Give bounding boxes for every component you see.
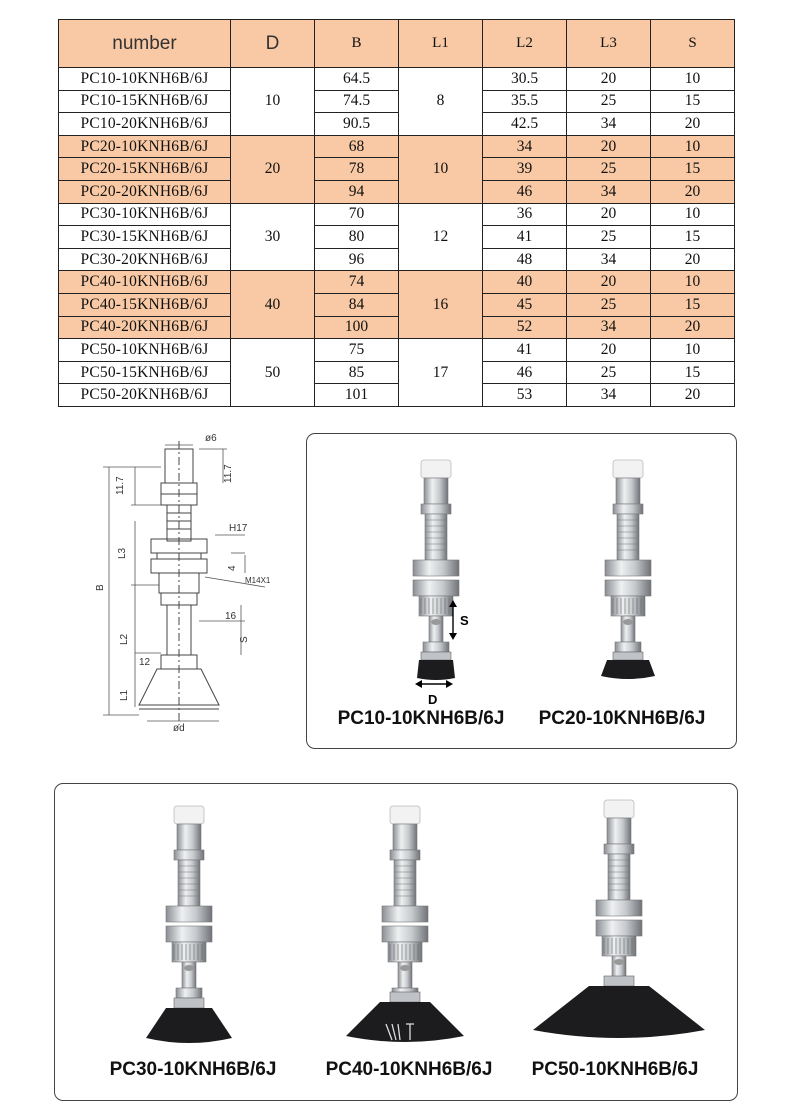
product-image-pc10 (391, 456, 481, 696)
cell-number: PC10-15KNH6B/6J (59, 90, 231, 113)
header-l3: L3 (567, 20, 651, 68)
cell-number: PC50-20KNH6B/6J (59, 384, 231, 407)
cell-l1: 10 (399, 135, 483, 203)
table-row (59, 113, 735, 136)
cell-l1: 17 (399, 339, 483, 407)
cell-b: 68 (315, 135, 399, 158)
cell-b: 96 (315, 248, 399, 271)
table-row (59, 180, 735, 203)
cell-l2: 48 (483, 248, 567, 271)
dim-l3: L3 (117, 547, 128, 559)
dim-s: S (239, 636, 250, 643)
cell-l2: 36 (483, 203, 567, 226)
cell-b: 80 (315, 226, 399, 249)
cell-s: 20 (651, 384, 735, 407)
cell-b: 74.5 (315, 90, 399, 113)
cell-l1: 12 (399, 203, 483, 271)
cell-l2: 39 (483, 158, 567, 181)
cell-d: 30 (231, 203, 315, 271)
cell-number: PC20-15KNH6B/6J (59, 158, 231, 181)
table-row (59, 339, 735, 362)
cell-l2: 41 (483, 339, 567, 362)
cell-l3: 34 (567, 248, 651, 271)
header-number: number (59, 20, 231, 68)
cell-l3: 25 (567, 293, 651, 316)
technical-drawing (95, 425, 295, 745)
cell-l2: 40 (483, 271, 567, 294)
header-b: B (315, 20, 399, 68)
cell-l3: 20 (567, 203, 651, 226)
cell-l3: 25 (567, 226, 651, 249)
cell-l1: 8 (399, 68, 483, 136)
table-row (59, 271, 735, 294)
product-image-pc40 (340, 802, 470, 1052)
dim-h11-right: 11.7 (223, 464, 234, 483)
cell-number: PC50-15KNH6B/6J (59, 361, 231, 384)
caption-pc20: PC20-10KNH6B/6J (538, 708, 706, 729)
header-l1: L1 (399, 20, 483, 68)
dim-thread: M14X1 (245, 576, 271, 585)
cell-l2: 46 (483, 180, 567, 203)
cell-d: 40 (231, 271, 315, 339)
cell-l3: 20 (567, 68, 651, 91)
table-row (59, 316, 735, 339)
cell-s: 15 (651, 226, 735, 249)
dim-h17: H17 (229, 523, 248, 534)
cell-b: 101 (315, 384, 399, 407)
cell-number: PC20-10KNH6B/6J (59, 135, 231, 158)
dim-4: 4 (227, 565, 238, 571)
caption-pc50: PC50-10KNH6B/6J (531, 1059, 699, 1080)
spec-table (58, 19, 735, 407)
caption-pc30: PC30-10KNH6B/6J (109, 1059, 277, 1080)
cell-s: 10 (651, 271, 735, 294)
cell-d: 20 (231, 135, 315, 203)
product-photo-panel-2 (54, 783, 738, 1101)
cell-b: 85 (315, 361, 399, 384)
cell-l2: 52 (483, 316, 567, 339)
table-row (59, 361, 735, 384)
dim-l2: L2 (119, 633, 130, 645)
cell-l2: 41 (483, 226, 567, 249)
dim-16: 16 (225, 611, 237, 622)
cell-l3: 25 (567, 158, 651, 181)
cell-s: 15 (651, 90, 735, 113)
cell-l3: 20 (567, 271, 651, 294)
cell-l3: 20 (567, 135, 651, 158)
cell-number: PC30-20KNH6B/6J (59, 248, 231, 271)
table-row (59, 226, 735, 249)
cell-s: 10 (651, 68, 735, 91)
cell-l3: 34 (567, 180, 651, 203)
cell-l2: 53 (483, 384, 567, 407)
stroke-label: S (460, 613, 469, 628)
cell-s: 15 (651, 361, 735, 384)
cell-number: PC40-15KNH6B/6J (59, 293, 231, 316)
cell-d: 10 (231, 68, 315, 136)
cell-number: PC20-20KNH6B/6J (59, 180, 231, 203)
cell-number: PC30-15KNH6B/6J (59, 226, 231, 249)
cell-s: 10 (651, 339, 735, 362)
cell-l2: 45 (483, 293, 567, 316)
caption-pc10: PC10-10KNH6B/6J (337, 708, 505, 729)
header-d: D (231, 20, 315, 68)
cell-d: 50 (231, 339, 315, 407)
cell-b: 94 (315, 180, 399, 203)
cell-s: 10 (651, 135, 735, 158)
cell-number: PC40-20KNH6B/6J (59, 316, 231, 339)
caption-pc40: PC40-10KNH6B/6J (325, 1059, 493, 1080)
diameter-label: D (428, 692, 438, 707)
cell-s: 20 (651, 113, 735, 136)
cell-number: PC30-10KNH6B/6J (59, 203, 231, 226)
diameter-indicator (413, 678, 457, 712)
dim-12: 12 (139, 657, 151, 668)
cell-l3: 34 (567, 113, 651, 136)
product-image-pc20 (583, 456, 673, 696)
cell-s: 15 (651, 158, 735, 181)
table-row (59, 158, 735, 181)
product-image-pc30 (134, 802, 244, 1052)
cell-b: 75 (315, 339, 399, 362)
cell-b: 90.5 (315, 113, 399, 136)
table-row (59, 203, 735, 226)
cell-l2: 30.5 (483, 68, 567, 91)
table-row (59, 293, 735, 316)
cell-number: PC10-20KNH6B/6J (59, 113, 231, 136)
table-row (59, 90, 735, 113)
cell-l3: 34 (567, 316, 651, 339)
table-body (59, 68, 735, 407)
cell-b: 78 (315, 158, 399, 181)
cell-s: 20 (651, 248, 735, 271)
cell-l3: 34 (567, 384, 651, 407)
table-row (59, 135, 735, 158)
cell-l1: 16 (399, 271, 483, 339)
cell-number: PC10-10KNH6B/6J (59, 68, 231, 91)
table-row (59, 384, 735, 407)
product-photo-panel-1 (306, 433, 737, 749)
cell-b: 70 (315, 203, 399, 226)
cell-l3: 25 (567, 90, 651, 113)
table-row (59, 68, 735, 91)
dim-b: B (95, 584, 106, 591)
cell-l3: 25 (567, 361, 651, 384)
cell-s: 15 (651, 293, 735, 316)
stroke-indicator (447, 598, 477, 642)
cell-l2: 35.5 (483, 90, 567, 113)
cell-l2: 46 (483, 361, 567, 384)
table-row (59, 248, 735, 271)
table-header-row (59, 20, 735, 68)
cell-b: 100 (315, 316, 399, 339)
cell-b: 74 (315, 271, 399, 294)
cell-s: 10 (651, 203, 735, 226)
cell-l2: 42.5 (483, 113, 567, 136)
cell-s: 20 (651, 180, 735, 203)
cell-l3: 20 (567, 339, 651, 362)
header-s: S (651, 20, 735, 68)
cell-l2: 34 (483, 135, 567, 158)
dim-phi6: ø6 (205, 433, 217, 444)
header-l2: L2 (483, 20, 567, 68)
dim-l1: L1 (119, 689, 130, 701)
cell-number: PC50-10KNH6B/6J (59, 339, 231, 362)
cell-b: 84 (315, 293, 399, 316)
cell-b: 64.5 (315, 68, 399, 91)
dim-h11-left: 11.7 (115, 476, 126, 495)
product-image-pc50 (529, 796, 709, 1052)
cell-s: 20 (651, 316, 735, 339)
cell-number: PC40-10KNH6B/6J (59, 271, 231, 294)
dim-phid: ød (173, 723, 185, 734)
